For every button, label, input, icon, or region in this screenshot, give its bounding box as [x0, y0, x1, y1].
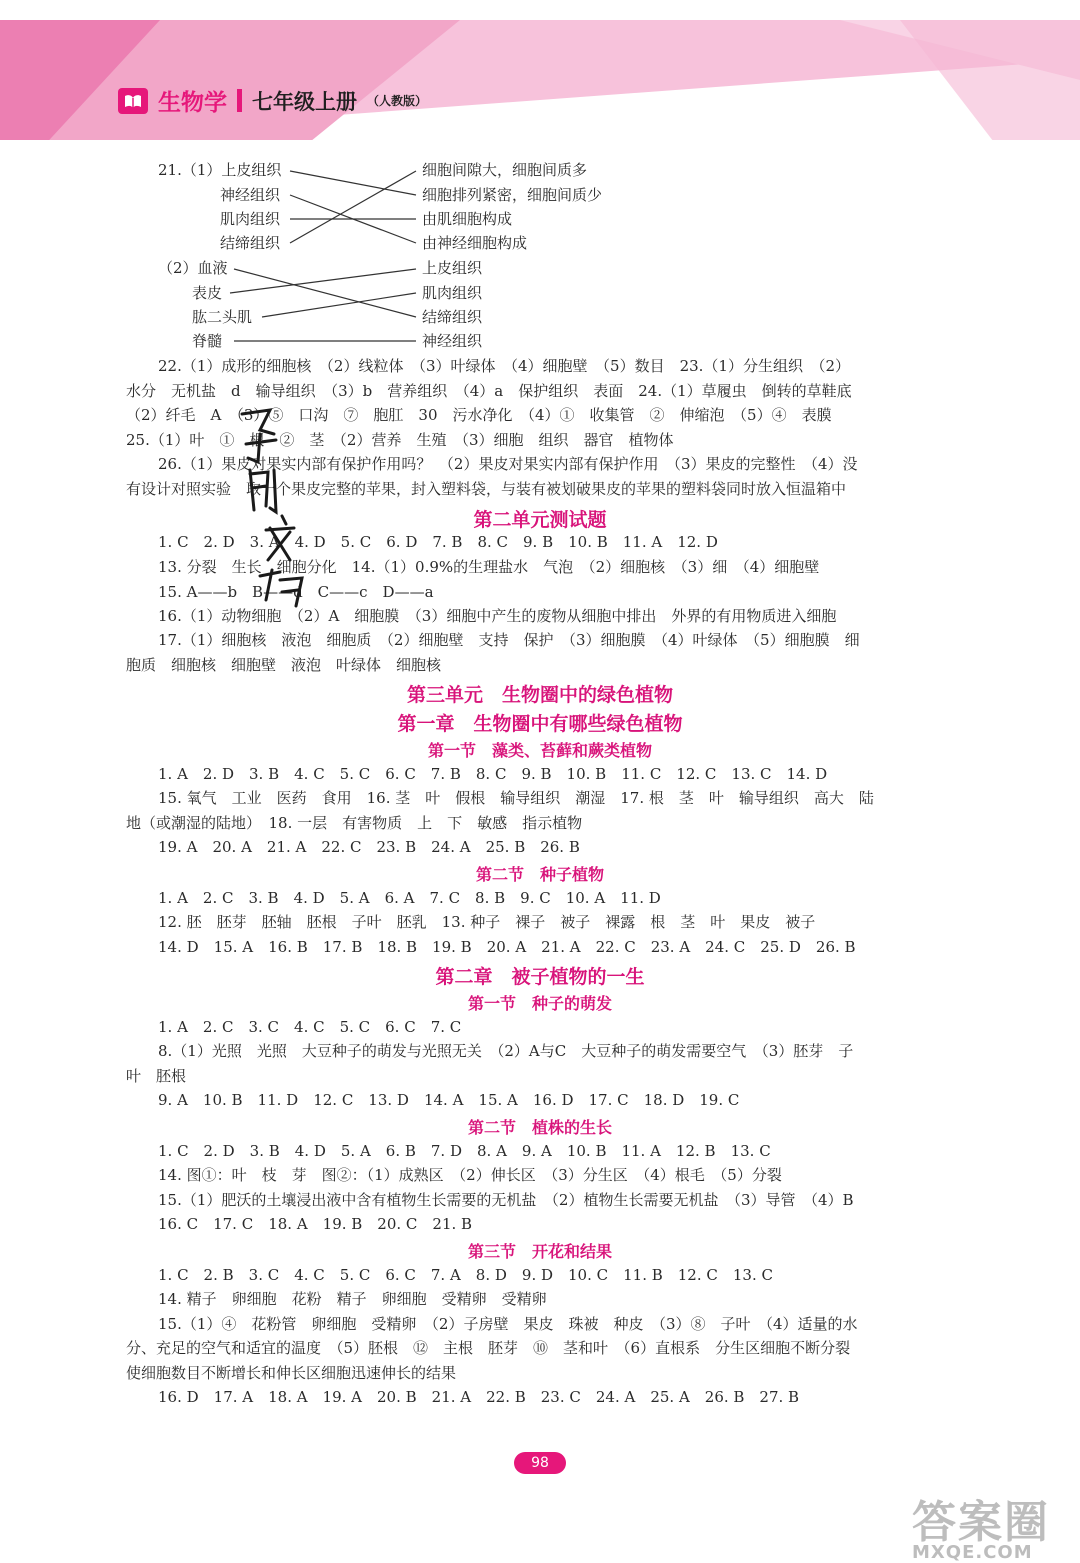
q21-right-item: 神经组织 [422, 332, 483, 350]
answer-line: 16.（1）动物细胞 （2）A 细胞膜 （3）细胞中产生的废物从细胞中排出 外界的有用物质进入细胞 [158, 607, 837, 625]
answer-line: 16. D 17. A 18. A 19. A 20. B 21. A 22. B 23. C 24. A 25. A 26. B 27. B [158, 1388, 800, 1406]
grade-title: 七年级上册 [252, 88, 357, 114]
answer-line: 15. 氧气 工业 医药 食用 16. 茎 叶 假根 输导组织 潮湿 17. 根 茎 叶 输导组织 高大 陆 [158, 789, 874, 807]
section-heading: 第二节 植株的生长 [467, 1118, 612, 1137]
section-heading: 第一节 藻类、苔藓和蕨类植物 [427, 741, 652, 760]
q21-left-item: 表皮 [192, 284, 223, 302]
chapter-heading: 第一章 生物圈中有哪些绿色植物 [397, 713, 683, 735]
answer-line: 12. 胚 胚芽 胚轴 胚根 子叶 胚乳 13. 种子 裸子 被子 裸露 根 茎 叶 果皮 被子 [158, 913, 816, 931]
q21-left-item: 结缔组织 [220, 234, 281, 252]
answer-line: 19. A 20. A 21. A 22. C 23. B 24. A 25. B 26. B [158, 838, 580, 856]
q21-left-item: 肱二头肌 [192, 308, 253, 326]
answer-line: 1. A 2. C 3. B 4. D 5. A 6. A 7. C 8. B 9. C 10. A 11. D [158, 889, 661, 907]
unit-heading: 第三单元 生物圈中的绿色植物 [406, 684, 673, 706]
answer-line: 14. D 15. A 16. B 17. B 18. B 19. B 20. A 21. A 22. C 23. A 24. C 25. D 26. B [158, 938, 856, 956]
answer-line: 9. A 10. B 11. D 12. C 13. D 14. A 15. A 16. D 17. C 18. D 19. C [158, 1091, 740, 1109]
edition-label: （人教版） [367, 94, 428, 108]
answer-line: 地（或潮湿的陆地） 18. 一层 有害物质 上 下 敏感 指示植物 [126, 814, 583, 832]
watermark-text: 答案圈 [912, 1497, 1050, 1548]
answer-line: 1. A 2. D 3. B 4. C 5. C 6. C 7. B 8. C 9. B 10. B 11. C 12. C 13. C 14. D [158, 765, 828, 783]
answer-line: 14. 精子 卵细胞 花粉 精子 卵细胞 受精卵 受精卵 [158, 1290, 547, 1308]
answer-line: 17.（1）细胞核 液泡 细胞质 （2）细胞壁 支持 保护 （3）细胞膜 （4）叶绿体 （5）细胞膜 细 [158, 631, 860, 649]
watermark-url: MXQE.COM [912, 1542, 1033, 1563]
answer-line: 使细胞数目不断增长和伸长区细胞迅速伸长的结果 [126, 1364, 457, 1382]
q21-2-label: （2）血液 [158, 259, 228, 277]
q21-right-item: 细胞间隙大，细胞间质多 [422, 161, 588, 179]
answer-line: 25.（1）叶 ① 根 ② 茎 （2）营养 生殖 （3）细胞 组织 器官 植物体 [126, 431, 674, 449]
section-heading: 第二节 种子植物 [475, 865, 604, 884]
page-number: 98 [514, 1452, 566, 1474]
q21-right-item: 由肌细胞构成 [422, 210, 513, 228]
section-heading: 第三节 开花和结果 [467, 1242, 612, 1261]
answer-line: 15.（1）肥沃的土壤浸出液中含有植物生长需要的无机盐 （2）植物生长需要无机盐 （3）导管 （4）B [158, 1191, 854, 1209]
answer-line: 22.（1）成形的细胞核 （2）线粒体 （3）叶绿体 （4）细胞壁 （5）数目 23.（1）分生组织 （2） [158, 357, 851, 375]
answer-line: 26.（1）果皮对果实内部有保护作用吗？ （2）果皮对果实内部有保护作用 （3）果皮的完整性 （4）没 [158, 455, 858, 473]
answer-line: （2）纤毛 A （3）⑤ 口沟 ⑦ 胞肛 30 污水净化 （4）① 收集管 ② 伸缩泡 （5）④ 表膜 [126, 406, 832, 424]
answer-line: 分、充足的空气和适宜的温度 （5）胚根 ⑫ 主根 胚芽 ⑩ 茎和叶 （6）直根系 分生区细胞不断分裂 [126, 1339, 851, 1357]
answer-line: 8.（1）光照 光照 大豆种子的萌发与光照无关 （2）A与C 大豆种子的萌发需要空气 （3）胚芽 子 [158, 1042, 854, 1060]
answer-line: 1. C 2. D 3. A 4. D 5. C 6. D 7. B 8. C 9. B 10. B 11. A 12. D [158, 533, 718, 551]
answer-line: 15.（1）④ 花粉管 卵细胞 受精卵 （2）子房壁 果皮 珠被 种皮 （3）⑧ 子叶 （4）适量的水 [158, 1315, 858, 1333]
section-heading: 第二单元测试题 [473, 509, 607, 531]
answer-line: 叶 胚根 [126, 1067, 187, 1085]
matching-lines [0, 0, 1080, 360]
answer-line: 15. A——b B——d C——c D——a [158, 583, 434, 601]
answer-line: 14. 图①：叶 枝 芽 图②：（1）成熟区 （2）伸长区 （3）分生区 （4）根毛 （5）分裂 [158, 1166, 782, 1184]
watermark [912, 1497, 1050, 1563]
handwritten-mark [230, 400, 320, 610]
q21-right-item: 上皮组织 [422, 259, 483, 277]
answer-line: 有设计对照实验 取一个果皮完整的苹果，封入塑料袋，与装有被划破果皮的苹果的塑料袋同时放入恒温箱中 [126, 480, 847, 498]
chapter-heading: 第二章 被子植物的一生 [435, 966, 645, 988]
q21-1-label: 21.（1）上皮组织 [158, 161, 282, 179]
q21-left-item: 脊髓 [192, 332, 223, 350]
answer-line: 1. C 2. D 3. B 4. D 5. A 6. B 7. D 8. A 9. A 10. B 11. A 12. B 13. C [158, 1142, 771, 1160]
answer-line: 水分 无机盐 d 输导组织 （3）b 营养组织 （4）a 保护组织 表面 24.（1）草履虫 倒转的草鞋底 [126, 382, 852, 400]
q21-left-item: 肌肉组织 [220, 210, 281, 228]
answer-line: 1. C 2. B 3. C 4. C 5. C 6. C 7. A 8. D 9. D 10. C 11. B 12. C 13. C [158, 1266, 773, 1284]
answer-line: 1. A 2. C 3. C 4. C 5. C 6. C 7. C [158, 1018, 462, 1036]
answer-line: 胞质 细胞核 细胞壁 液泡 叶绿体 细胞核 [126, 656, 442, 674]
subject-title: 生物学 [158, 90, 227, 116]
answer-line: 16. C 17. C 18. A 19. B 20. C 21. B [158, 1215, 473, 1233]
section-heading: 第一节 种子的萌发 [467, 994, 612, 1013]
q21-right-item: 由神经细胞构成 [422, 234, 528, 252]
answer-line: 13. 分裂 生长 细胞分化 14.（1）0.9%的生理盐水 气泡 （2）细胞核 （3）细 （4）细胞壁 [158, 558, 820, 576]
q21-right-item: 肌肉组织 [422, 284, 483, 302]
q21-right-item: 细胞排列紧密，细胞间质少 [422, 186, 603, 204]
q21-left-item: 神经组织 [220, 186, 281, 204]
q21-right-item: 结缔组织 [422, 308, 483, 326]
